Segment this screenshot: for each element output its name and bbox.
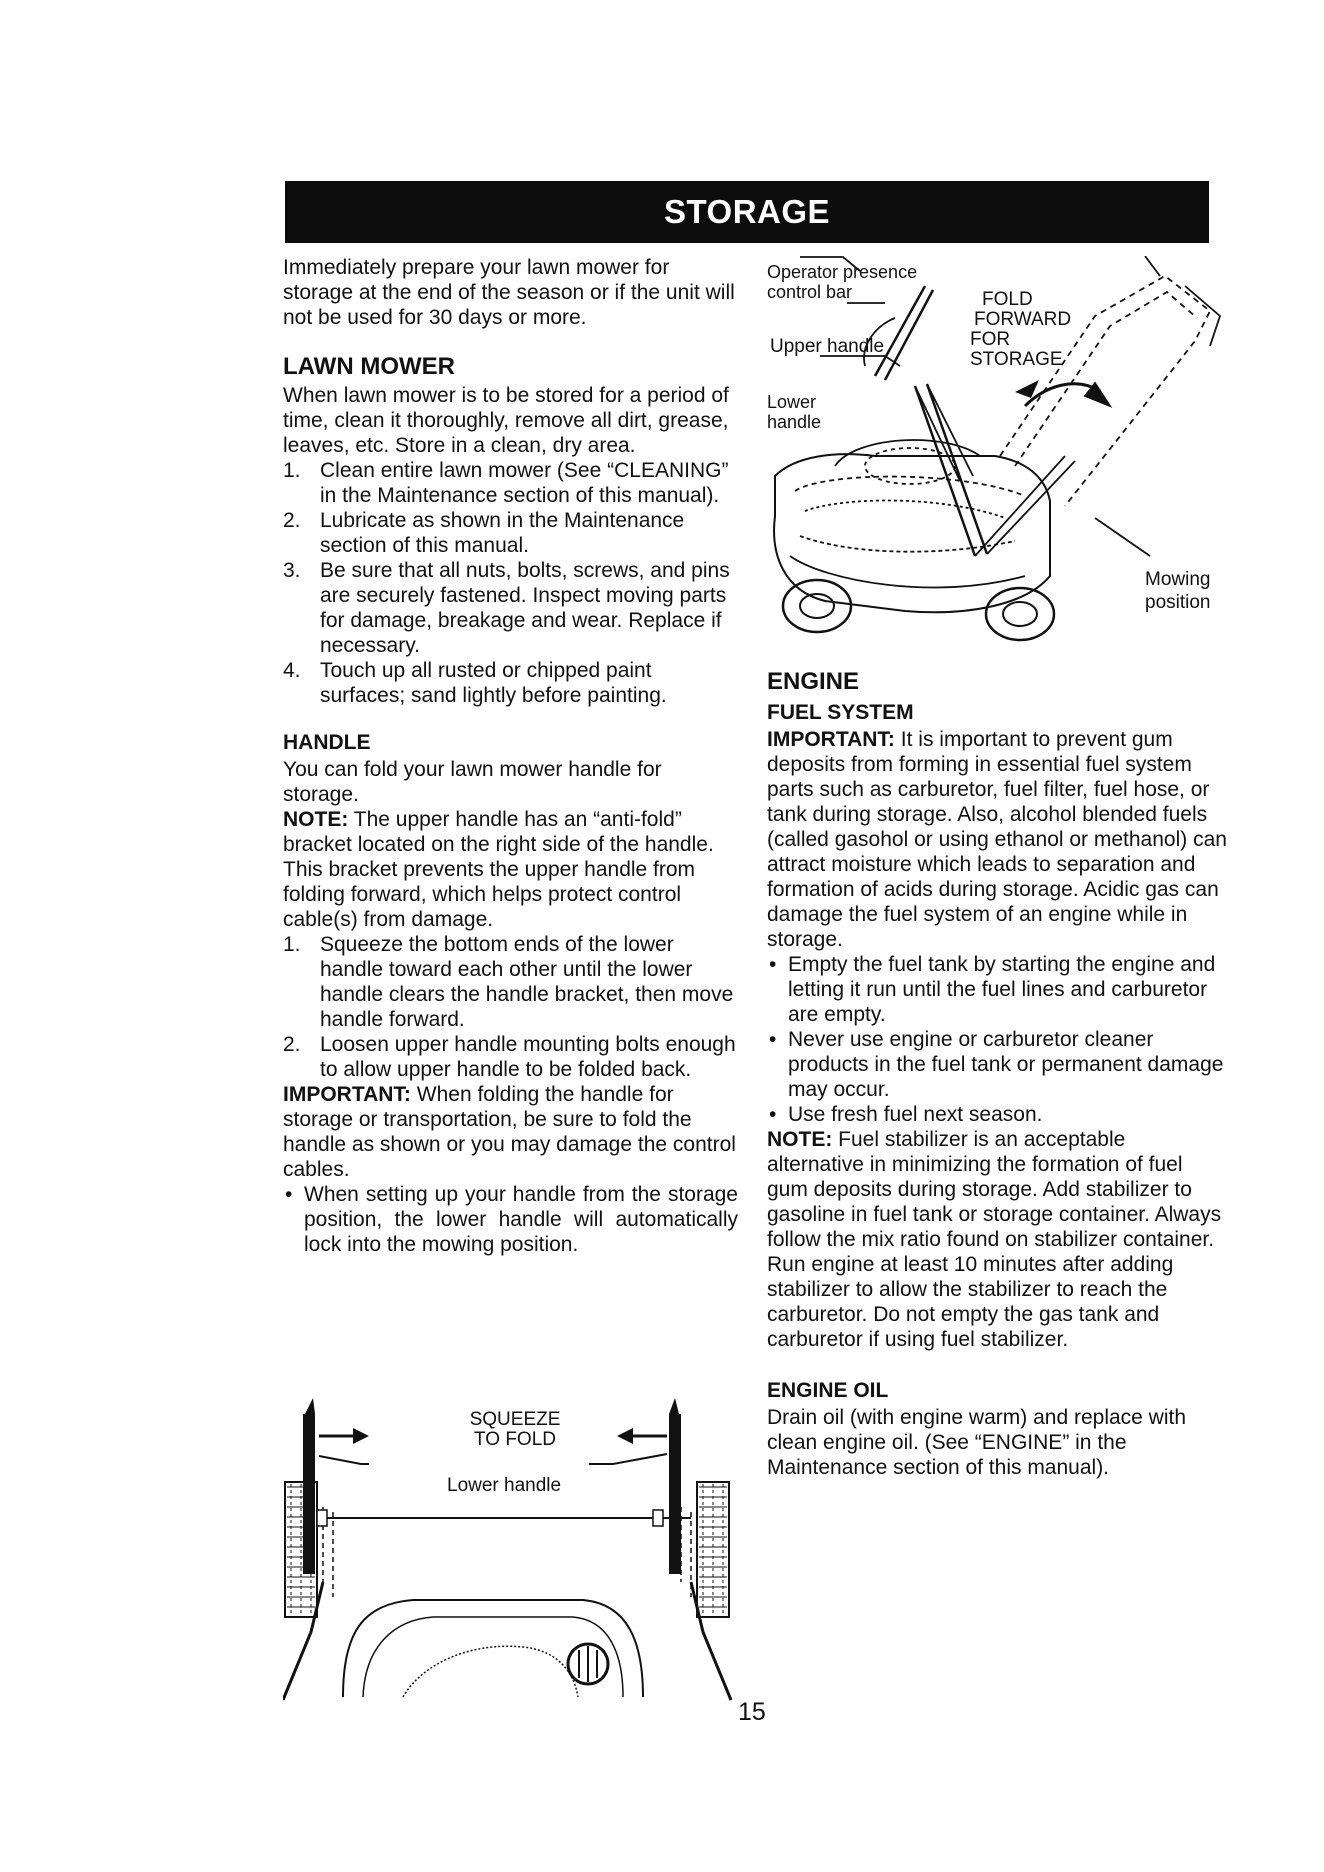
squeeze-label-line2: TO FOLD	[474, 1429, 556, 1450]
step-number: 2.	[283, 509, 301, 532]
step-number: 2.	[283, 1033, 301, 1056]
mowing-label-line2: position	[1145, 592, 1211, 613]
left-column	[283, 255, 738, 1257]
list-item	[283, 558, 738, 658]
right-handle-bar	[669, 1414, 681, 1574]
lower-label-line2: handle	[767, 412, 822, 432]
squeeze-label	[450, 1410, 580, 1450]
lower-handle-label: Lower handle	[447, 1475, 562, 1496]
step-text: Squeeze the bottom ends of the lower handle toward each other until the lower handle clears the handle bracket, then move handle forward.	[320, 933, 734, 1031]
mowing-label-line1: Mowing	[1145, 569, 1211, 590]
lawn-mower-body: When lawn mower is to be stored for a period of time, clean it thoroughly, remove all dirt, grease, leaves, etc. Store in a clean, dry area.	[283, 384, 729, 457]
mower-fold-figure	[765, 256, 1225, 651]
handle-heading: HANDLE	[283, 731, 371, 754]
bullet-icon: •	[285, 1183, 293, 1206]
page-title: STORAGE	[663, 193, 831, 230]
step-number: 3.	[283, 559, 301, 582]
list-item	[283, 658, 738, 708]
handle-important	[283, 1082, 738, 1182]
operator-label-line2: control bar	[767, 282, 853, 302]
step-number: 1.	[283, 933, 301, 956]
operator-presence-label	[767, 262, 917, 302]
left-handle-bar	[303, 1414, 315, 1574]
engine-oil-heading: ENGINE OIL	[767, 1379, 889, 1402]
bullet-text: Never use engine or carburetor cleaner products in the fuel tank or permanent damage may occur.	[788, 1028, 1224, 1101]
squeeze-label-line1: SQUEEZE	[469, 1409, 561, 1430]
list-item	[283, 458, 738, 508]
lower-label-line1: Lower	[767, 392, 817, 412]
squeeze-to-fold-figure	[283, 1392, 743, 1702]
fold-label-line1: FOLD	[982, 289, 1033, 310]
important-text: When folding the handle for storage or transportation, be sure to fold the handle as shown or you may damage the control cables.	[283, 1083, 736, 1181]
list-item	[767, 952, 1227, 1027]
handle-steps	[283, 932, 738, 1082]
page-number: 15	[738, 1698, 766, 1726]
engine-heading: ENGINE	[767, 668, 860, 695]
right-column	[767, 668, 1227, 1480]
step-text: Be sure that all nuts, bolts, screws, and pins are securely fastened. Inspect moving parts for damage, breakage and wear. Replace if necessary.	[320, 559, 730, 657]
step-text: Loosen upper handle mounting bolts enough to allow upper handle to be folded back.	[320, 1033, 736, 1081]
important-text: It is important to prevent gum deposits from forming in essential fuel system parts such as carburetor, fuel filter, fuel hose, or tank during storage. Also, alcohol blended fuels (called gasohol or using ethanol or methanol) can attract moisture which leads to separation and formation of acids during storage. Acidic gas can damage the fuel system of an engine while in storage.	[767, 728, 1227, 951]
fuel-note	[767, 1127, 1227, 1352]
fold-forward-label	[970, 290, 1071, 370]
step-number: 4.	[283, 659, 301, 682]
engine-oil-text: Drain oil (with engine warm) and replace with clean engine oil. (See “ENGINE” in the Maintenance section of this manual).	[767, 1406, 1187, 1479]
list-item	[767, 1102, 1227, 1127]
fuel-system-heading: FUEL SYSTEM	[767, 701, 914, 724]
bullet-text: Use fresh fuel next season.	[788, 1103, 1043, 1126]
note-label: NOTE:	[767, 1128, 833, 1151]
bullet-text: Empty the fuel tank by starting the engine and letting it run until the fuel lines and carburetor are empty.	[788, 953, 1216, 1026]
handle-bullets	[283, 1182, 738, 1257]
important-label: IMPORTANT:	[283, 1083, 411, 1106]
list-item	[283, 508, 738, 558]
lawn-mower-steps	[283, 458, 738, 708]
bullet-text: When setting up your handle from the storage position, the lower handle will automatically lock into the mowing position.	[304, 1183, 738, 1256]
bullet-icon: •	[769, 1028, 777, 1051]
operator-label-line1: Operator presence	[767, 262, 918, 282]
page-title-banner	[285, 181, 1209, 243]
fuel-important	[767, 727, 1227, 952]
step-text: Touch up all rusted or chipped paint surfaces; sand lightly before painting.	[320, 659, 667, 707]
fold-label-line4: STORAGE	[970, 349, 1063, 370]
mowing-position-label	[1145, 568, 1211, 614]
handle-body: You can fold your lawn mower handle for storage.	[283, 758, 662, 806]
list-item	[767, 1027, 1227, 1102]
fold-label-line2: FORWARD	[974, 309, 1072, 330]
note-label: NOTE:	[283, 808, 349, 831]
upper-handle-label: Upper handle	[770, 336, 885, 357]
list-item	[283, 932, 738, 1032]
important-label: IMPORTANT:	[767, 728, 895, 751]
step-number: 1.	[283, 459, 301, 482]
lawn-mower-heading: LAWN MOWER	[283, 353, 455, 380]
note-text: Fuel stabilizer is an acceptable alternative in minimizing the formation of fuel gum deposits during storage. Add stabilizer to gasoline in fuel tank or storage container. Always follow the mix ratio found on stabilizer container. Run engine at least 10 minutes after adding stabilizer to allow the stabilizer to reach the carburetor. Do not empty the gas tank and carburetor if using fuel stabilizer.	[767, 1128, 1222, 1351]
step-text: Lubricate as shown in the Maintenance section of this manual.	[320, 509, 685, 557]
handle-note	[283, 807, 738, 932]
fuel-bullets	[767, 952, 1227, 1127]
bullet-icon: •	[769, 953, 777, 976]
lower-handle-label-right	[767, 392, 821, 432]
list-item	[283, 1182, 738, 1257]
fold-label-line3: FOR	[970, 329, 1011, 350]
note-text: The upper handle has an “anti-fold” bracket located on the right side of the handle. This bracket prevents the upper handle from folding forward, which helps protect control cable(s) from damage.	[283, 808, 714, 931]
list-item	[283, 1032, 738, 1082]
intro-paragraph: Immediately prepare your lawn mower for storage at the end of the season or if the unit will not be used for 30 days or more.	[283, 256, 735, 329]
step-text: Clean entire lawn mower (See “CLEANING” in the Maintenance section of this manual).	[320, 459, 729, 507]
bullet-icon: •	[769, 1103, 777, 1126]
